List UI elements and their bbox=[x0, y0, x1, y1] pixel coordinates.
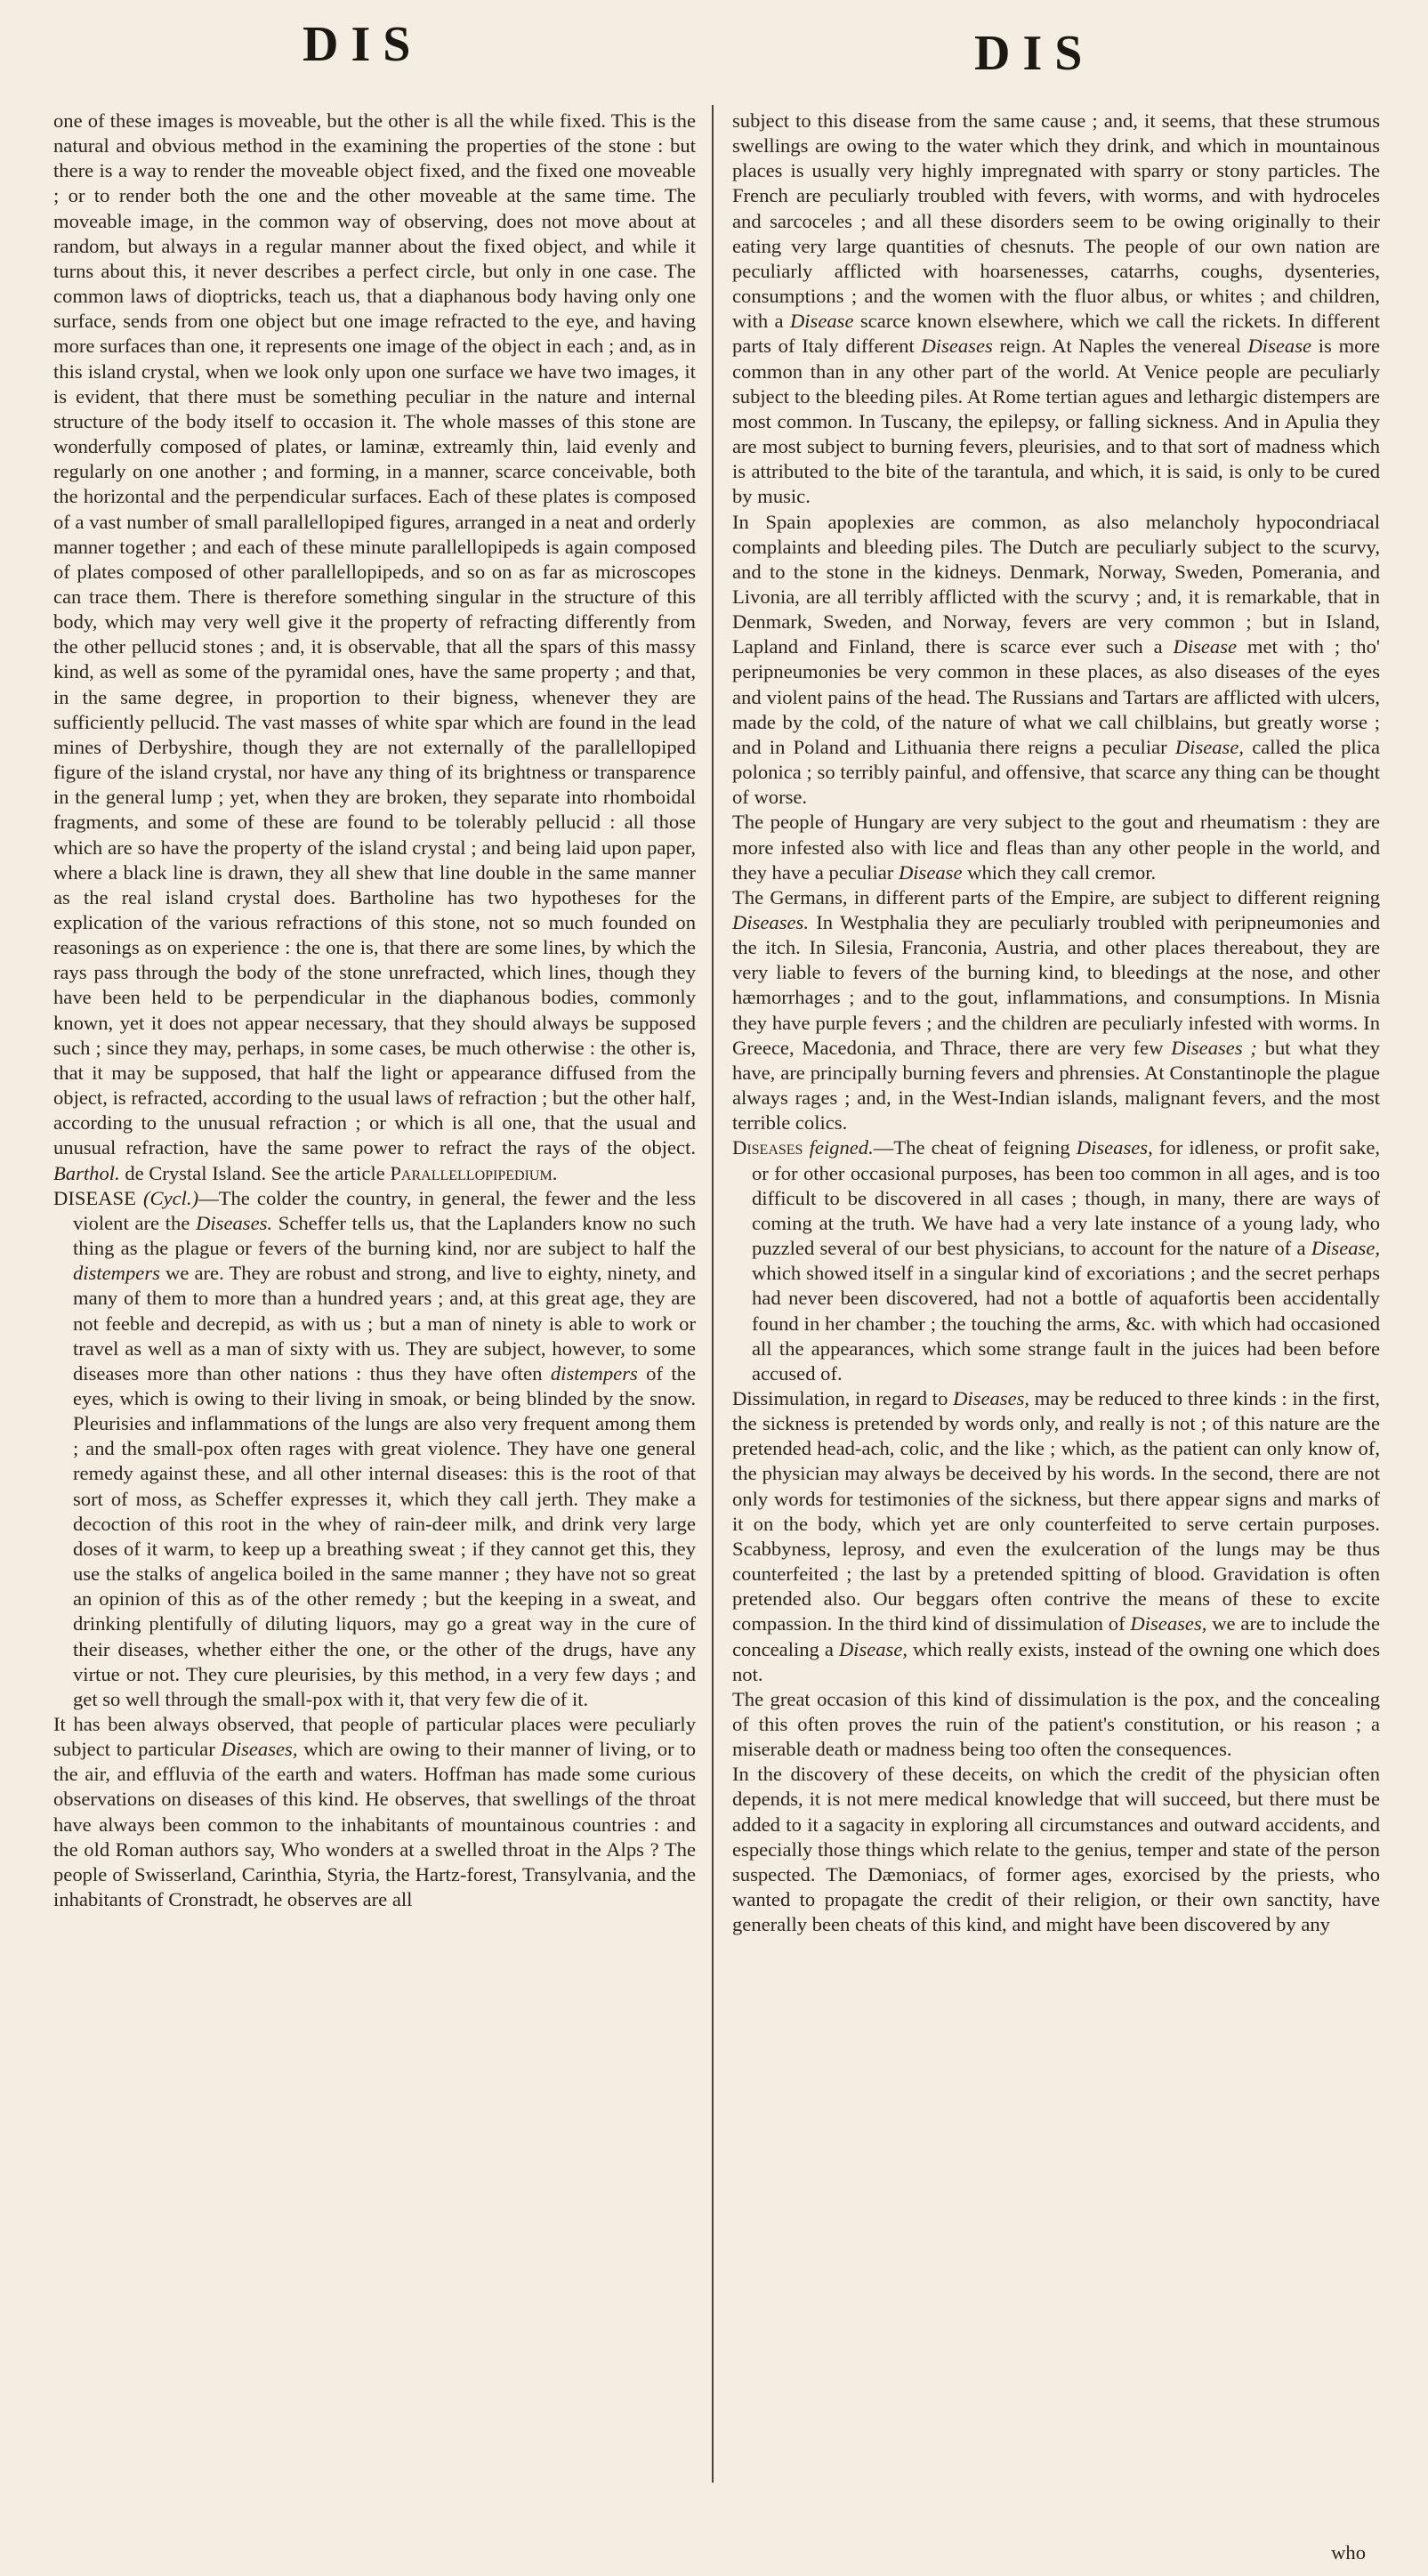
headword-diseases: Diseases bbox=[732, 1136, 803, 1159]
paragraph-discovery: In the discovery of these deceits, on which the credit of the physician often depends, it is not mere medical knowledge that will succeed, but there must be added to it a sagacity in exploring all circumstances and outward accidents, and especially those things which relate to the genius, temper and state of the person suspected. The Dæmoniacs, of former ages, exorcised by the priests, who wanted to propagate the credit of their religion, or their own sanctity, have generally been cheats of this kind, and might have been discovered by any bbox=[732, 1763, 1380, 1936]
paragraph-dissimulation: Dissimulation, in regard to Diseases, may be reduced to three kinds : in the first, the sickness is pretended by words only, and really is not ; of this nature are the pretended head-ach, colic, and the like ; which, as the patient can only know of, the physician may always be deceived by his words. In the second, there are not only words for testimonies of the sickness, but there appear signs and marks of it on the body, which yet are only counterfeited to serve certain purposes. Scabbyness, leprosy, and even the exulceration of the lungs may be thus counterfeited ; the last by a pretended spitting of blood. Gravidation is often pretended also. Our beggars often contrive the means of these to excite compassion. In the third kind of dissimulation of Diseases, we are to include the concealing a Disease, which really exists, instead of the owning one which does not. bbox=[732, 1386, 1380, 1685]
left-column bbox=[53, 109, 696, 1912]
cross-reference: Parallellopipedium. bbox=[390, 1161, 558, 1184]
entry-disease: DISEASE (Cycl.)—The colder the country, in general, the fewer and the less violent are the Diseases. Scheffer tells us, that the Laplanders know no such thing as the plague or fevers of the burning kind, nor are subject to half the distempers we are. They are robust and strong, and live to eighty, ninety, and many of them to more than a hundred years ; and, at this great age, they are not feeble and decrepid, as with us ; but a man of ninety is able to work or travel as well as a man of sixty with us. They are subject, however, to some diseases more than other nations : thus they have often distempers of the eyes, which is owing to their living in smoak, or being blinded by the snow. Pleurisies and inflammations of the lungs are also very frequent among them ; and the small-pox often rages with great violence. They have one general remedy against these, and all other internal diseases: this is the root of that sort of moss, as Scheffer expresses it, which they call jerth. They make a decoction of this root in the whey of rain-deer milk, and drink very large doses of it warm, to keep up a breathing sweat ; if they cannot get this, they use the stalks of angelica boiled in the same manner ; they have not so great an opinion of this as of the other remedy ; but the keeping in a sweat, and drinking plentifully of diluting liquors, may go a great way in the cure of their diseases, whether either the one, or the other of the drugs, have any virtue or not. They cure pleurisies, by this method, in a very few days ; and get so well through the small-pox with it, that very few die of it. bbox=[53, 1186, 696, 1710]
paragraph-spain: In Spain apoplexies are common, as also melancholy hypocondriacal complaints and bleeding piles. The Dutch are peculiarly subject to the scurvy, and to the stone in the kidneys. Denmark, Norway, Sweden, Pomerania, and Livonia, are all terribly afflicted with the scurvy ; and, it is remarkable, that in Denmark, Sweden, and Norway, fevers are very common ; but in Island, Lapland and Finland, there is scarce ever such a Disease met with ; tho' peripneumonies be very common in these places, as also diseases of the eyes and violent pains of the head. The Russians and Tartars are afflicted with ulcers, made by the cold, of the nature of what we call chilblains, but greatly worse ; and in Poland and Lithuania there reigns a peculiar Disease, called the plica polonica ; so terribly painful, and offensive, that scarce any thing can be thought of worse. bbox=[732, 510, 1380, 809]
paragraph-germans: The Germans, in different parts of the Empire, are subject to different reigning Diseases. In Westphalia they are peculiarly troubled with peripneumonies and the itch. In Silesia, Franconia, Austria, and other places thereabout, they are very liable to fevers of the burning kind, to bleedings at the nose, and other hæmorrhages ; and to the gout, inflammations, and consumptions. In Misnia they have purple fevers ; and the children are peculiarly infested with worms. In Greece, Macedonia, and Thrace, there are very few Diseases ; but what they have, are principally burning fevers and phrensies. At Constantinople the plague always rages ; and, in the West-Indian islands, malignant fevers, and the most terrible colics. bbox=[732, 885, 1380, 1135]
paragraph-pox: The great occasion of this kind of dissimulation is the pox, and the concealing of this often proves the ruin of the patient's constitution, or his reason ; a miserable death or madness being too often the consequences. bbox=[732, 1687, 1380, 1761]
running-head-right: DIS bbox=[974, 26, 1095, 81]
headword-disease: DISEASE bbox=[53, 1186, 136, 1209]
paragraph-particular-places: It has been always observed, that people of particular places were peculiarly subject to particular Diseases, which are owing to their manner of living, or to the air, and effluvia of the earth and waters. Hoffman has made some curious observations on diseases of this kind. He observes, that swellings of the throat have always been common to the inhabitants of mountainous countries : and the old Roman authors say, Who wonders at a swelled throat in the Alps ? The people of Swisserland, Carinthia, Styria, the Hartz-forest, Transylvania, and the inhabitants of Cronstradt, he observes are all bbox=[53, 1713, 697, 1911]
citation-barthol: Barthol. bbox=[53, 1161, 120, 1184]
column-rule bbox=[712, 105, 714, 2483]
running-head-left: DIS bbox=[303, 17, 424, 72]
catchword: who bbox=[1331, 2541, 1366, 2564]
paragraph-strumous: subject to this disease from the same cause ; and, it seems, that these strumous swellings are owing to the water which they drink, and which in mountainous places is usually very highly impregnated with sparry or stony particles. The French are peculiarly troubled with fevers, with worms, and with hydroceles and sarcoceles ; and all these disorders seem to be owing originally to their eating very large quantities of chesnuts. The people of our own nation are peculiarly afflicted with hoarsenesses, catarrhs, coughs, dysenteries, consumptions ; and the women with the fluor albus, or whites ; and children, with a Disease scarce known elsewhere, which we call the rickets. In different parts of Italy different Diseases reign. At Naples the venereal Disease is more common than in any other part of the world. At Venice people are peculiarly subject to the bleeding piles. At Rome tertian agues and lethargic distempers are most common. In Tuscany, the epilepsy, or falling sickness. And in Apulia they are most subject to burning fevers, pleurisies, and to that sort of madness which is attributed to the bite of the tarantula, and which, it is said, is only to be cured by music. bbox=[732, 109, 1380, 508]
entry-diseases-feigned: Diseases feigned.—The cheat of feigning Diseases, for idleness, or profit sake, or for other occasional purposes, has been too common in all ages, and is too difficult to be discovered in all cases ; though, in many, there are ways of coming at the truth. We have had a very late instance of a young lady, who puzzled several of our best physicians, to account for the nature of a Disease, which showed itself in a singular kind of excoriations ; and the secret perhaps had never been discovered, had not a bottle of aquafortis been accidentally found in her chamber ; the touching the arms, &c. with which had occasioned all the appearances, which some strange fault in the juices had been before accused of. bbox=[732, 1136, 1380, 1385]
right-column bbox=[732, 109, 1380, 1937]
paragraph-island-crystal: one of these images is moveable, but the other is all the while fixed. This is the natural and obvious method in the examining the properties of the stone : but there is a way to render the moveable object fixed, and the fixed one moveable ; or to render both the one and the other moveable at the same time. The moveable image, in the common way of observing, does not move about at random, but always in a regular manner about the fixed object, and while it turns about this, it never describes a perfect circle, but only in one case. The common laws of dioptricks, teach us, that a diaphanous body having only one surface, sends from one object but one image refracted to the eye, and having more surfaces than one, it represents one image of the object in each ; and, as in this island crystal, when we look only upon one surface we have two images, it is evident, that there must be something peculiar in the nature and internal structure of the body itself to occasion it. The whole masses of this stone are wonderfully composed of plates, or laminæ, extreamly thin, laid evenly and regularly on one another ; and forming, in a manner, scarce conceivable, both the horizontal and the perpendicular surfaces. Each of these plates is composed of a vast number of small parallellopiped figures, arranged in a neat and orderly manner together ; and each of these minute parallellopipeds is again composed of plates composed of other parallellopipeds, and so on as far as microscopes can trace them. There is therefore something singular in the structure of this body, which may very well give it the property of refracting differently from the other pellucid stones ; and, it is observable, that all the spars of this massy kind, as well as some of the pyramidal ones, have the same property ; and that, in the same degree, in proportion to their bigness, whenever they are sufficiently pellucid. The vast masses of white spar which are found in the lead mines of Derbyshire, though they are not externally of the parallellopiped figure of the island crystal, nor have any thing of its brightness or transparence in the general lump ; yet, when they are broken, they separate into rhomboidal fragments, and some of these are found to be tolerably pellucid : all those which are so have the property of the island crystal ; and being laid upon paper, where a black line is drawn, they all shew that line double in the same manner as the real island crystal does. Bartholine has two hypotheses for the explication of the various refractions of this stone, not so much founded on reasonings as on experience : the one is, that there are some lines, by which the rays pass through the body of the stone unrefracted, which lines, though they have been held to be perpendicular in the diaphanous bodies, commonly known, yet it does not appear necessary, that they should always be supposed such ; since they may, perhaps, in some cases, be much otherwise : the other is, that it may be supposed, that half the light or appearance diffused from the object, is refracted, according to the usual laws of refraction ; but the other half, according to the unusual refraction ; or which is all one, that the usual and unusual refraction, have the same power to refract the rays of the object. Barthol. de Crystal Island. See the article Parallellopipedium. bbox=[53, 109, 696, 1184]
paragraph-hungary: The people of Hungary are very subject to the gout and rheumatism : they are more infested also with lice and fleas than any other people in the world, and they have a peculiar Disease which they call cremor. bbox=[732, 811, 1380, 884]
